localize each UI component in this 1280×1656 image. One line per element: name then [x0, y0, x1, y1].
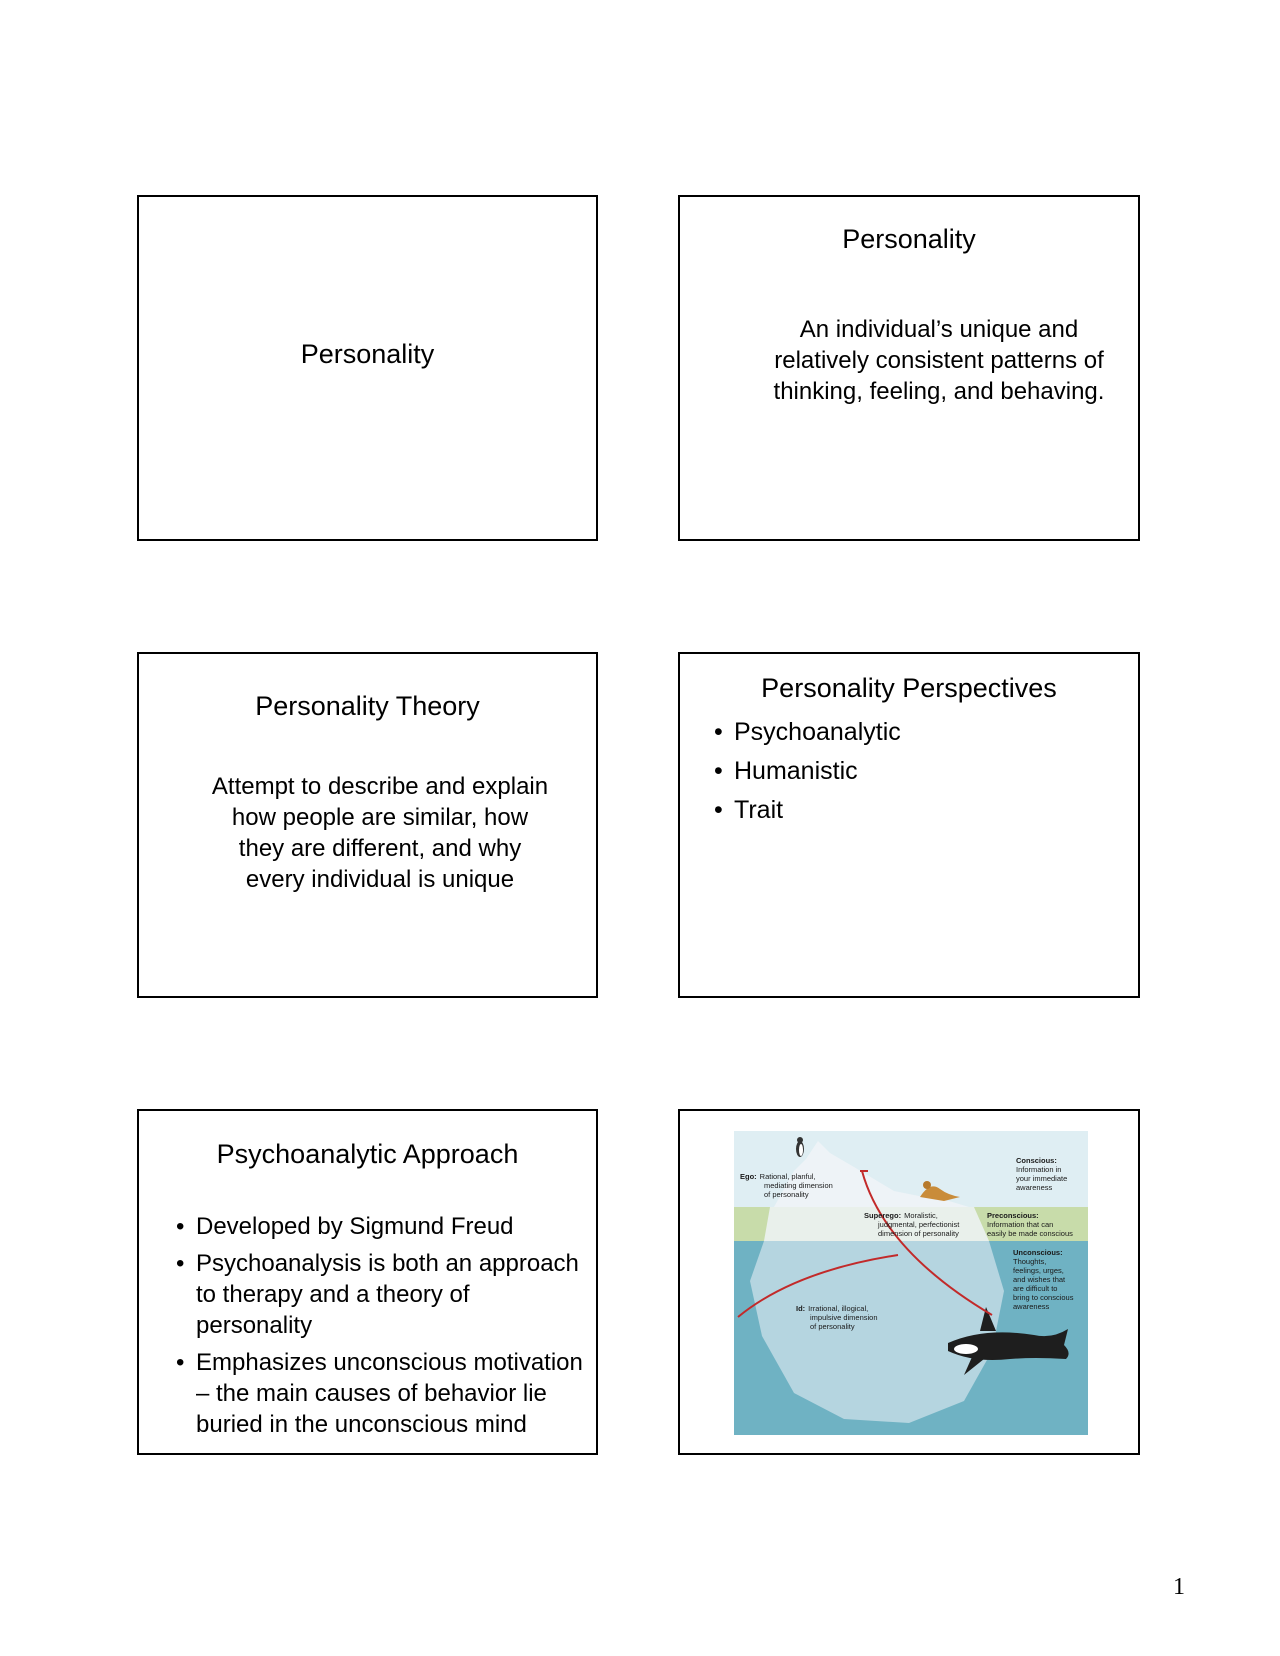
conscious-line: your immediate	[1016, 1174, 1068, 1183]
slide-title: Psychoanalytic Approach	[216, 1139, 519, 1169]
slide-title: Personality	[300, 339, 435, 369]
unconscious-line: and wishes that	[1013, 1275, 1066, 1284]
slide-iceberg-figure	[678, 1109, 1140, 1455]
unconscious-line: Thoughts,	[1013, 1257, 1047, 1266]
unconscious-line: are difficult to	[1013, 1284, 1058, 1293]
unconscious-line: awareness	[1013, 1302, 1050, 1311]
bullet-list	[176, 1211, 586, 1446]
superego-line: dimension of personality	[878, 1229, 959, 1238]
text-line: thinking, feeling, and behaving.	[773, 378, 1105, 405]
preconscious-line: easily be made conscious	[987, 1229, 1073, 1238]
id-line: impulsive dimension	[810, 1313, 878, 1322]
text-line: An individual’s unique and	[799, 316, 1079, 343]
page-number: 1	[1173, 1574, 1185, 1600]
unconscious-term: Unconscious:	[1013, 1248, 1063, 1257]
id-line: of personality	[810, 1322, 855, 1331]
preconscious-line: Information that can	[987, 1220, 1054, 1229]
slide-title: Personality Theory	[255, 691, 480, 721]
slide-title: Personality Perspectives	[761, 673, 1057, 703]
list-item: • Psychoanalysis is both an approach to therapy and a theory of personality	[176, 1248, 586, 1341]
slide-personality-perspectives	[678, 652, 1140, 998]
bullet-list	[714, 714, 901, 831]
id-line: Irrational, illogical,	[808, 1304, 869, 1313]
text-line: every individual is unique	[245, 866, 515, 893]
list-item: • Emphasizes unconscious motivation – the main causes of behavior lie buried in the unconscious mind	[176, 1347, 586, 1440]
unconscious-line: feelings, urges,	[1013, 1266, 1064, 1275]
slide-psychoanalytic-approach	[137, 1109, 598, 1455]
slide-title: Personality	[842, 224, 976, 254]
superego-line: Moralistic,	[904, 1211, 938, 1220]
iceberg-diagram	[734, 1131, 1088, 1435]
slide-personality-title	[137, 195, 598, 541]
id-term: Id:	[796, 1304, 806, 1313]
list-item: • Developed by Sigmund Freud	[176, 1211, 586, 1242]
list-item: • Humanistic	[714, 753, 901, 789]
superego-term: Superego:	[864, 1211, 902, 1220]
penguin-icon	[796, 1137, 804, 1157]
ego-term: Ego:	[740, 1172, 757, 1181]
theory-text	[164, 771, 596, 895]
unconscious-line: bring to conscious	[1013, 1293, 1074, 1302]
superego-line: judgmental, perfectionist	[878, 1220, 960, 1229]
text-line: they are different, and why	[238, 835, 522, 862]
ego-line: mediating dimension	[764, 1181, 833, 1190]
definition-text	[740, 314, 1138, 407]
text-line: how people are similar, how	[231, 804, 529, 831]
slide-personality-theory	[137, 652, 598, 998]
preconscious-term: Preconscious:	[987, 1211, 1039, 1220]
list-item: • Trait	[714, 792, 901, 828]
list-item: • Psychoanalytic	[714, 714, 901, 750]
slide-personality-definition	[678, 195, 1140, 541]
ego-line: Rational, planful,	[759, 1172, 816, 1181]
ego-label	[740, 1172, 816, 1181]
text-line: Attempt to describe and explain	[211, 773, 549, 800]
text-line: relatively consistent patterns of	[774, 347, 1104, 374]
superego-label	[864, 1211, 938, 1220]
ego-line: of personality	[764, 1190, 809, 1199]
conscious-line: awareness	[1016, 1183, 1053, 1192]
conscious-line: Information in	[1016, 1165, 1062, 1174]
conscious-term: Conscious:	[1016, 1156, 1057, 1165]
